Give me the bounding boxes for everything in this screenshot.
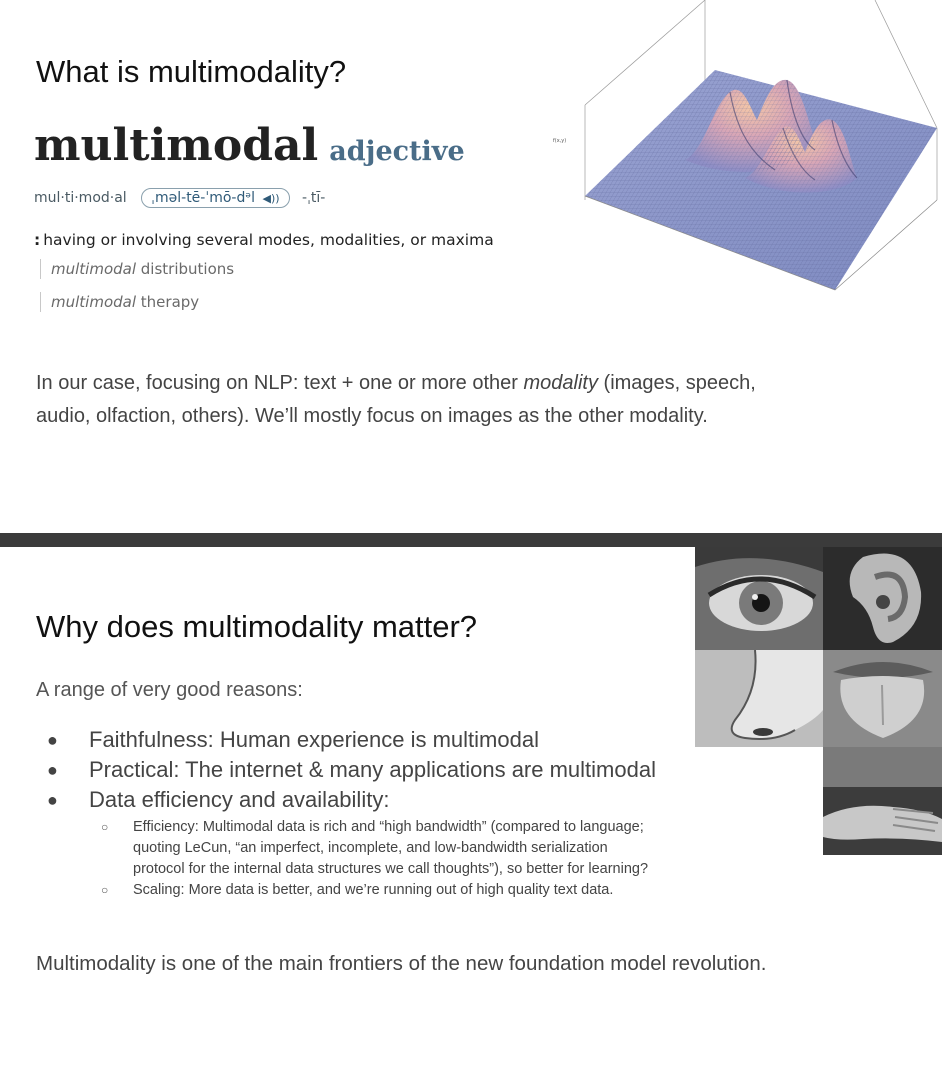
syllables: mul·ti·mod·al xyxy=(34,190,127,206)
paragraph-text: In our case, focusing on NLP: text + one or more other xyxy=(36,372,524,394)
sub-list xyxy=(89,817,656,901)
slide-why-multimodality-matters xyxy=(0,547,942,1077)
example-rest: distributions xyxy=(136,260,235,278)
slide-divider xyxy=(0,533,942,547)
list-item xyxy=(40,785,656,901)
example-term: multimodal xyxy=(51,293,137,311)
example-1 xyxy=(40,259,234,279)
example-term: multimodal xyxy=(51,260,137,278)
axis-label: f(x,y) xyxy=(553,138,567,144)
multimodal-surface-plot xyxy=(545,0,942,300)
speaker-icon: ◀)) xyxy=(262,192,280,205)
bullet: ● xyxy=(47,790,58,810)
sub-bullet-text: quoting LeCun, “an imperfect, incomplete, and low-bandwidth serialization xyxy=(133,840,608,856)
hand-image xyxy=(823,747,942,855)
list-item xyxy=(40,725,656,755)
dictionary-headword xyxy=(34,120,465,171)
intro-text: A range of very good reasons: xyxy=(36,679,303,701)
paragraph-text: audio, olfaction, others). We’ll mostly focus on images as the other modality. xyxy=(36,405,708,427)
bullet: ● xyxy=(47,730,58,750)
list-item xyxy=(40,755,656,785)
senses-collage xyxy=(695,547,942,855)
example-rest: therapy xyxy=(136,293,200,311)
sub-bullet-text: Scaling: More data is better, and we’re running out of high quality text data. xyxy=(133,882,614,898)
definition xyxy=(34,231,494,249)
headword: multimodal xyxy=(34,120,319,171)
pronunciation-line xyxy=(34,188,325,208)
bullet-text: Faithfulness: Human experience is multimodal xyxy=(89,727,539,752)
slide-what-is-multimodality xyxy=(0,0,942,533)
sub-bullet-text: protocol for the internal data structures we call thoughts”), so better for learning? xyxy=(133,861,649,877)
definition-text: having or involving several modes, modalities, or maxima xyxy=(43,231,494,249)
sub-list-item xyxy=(89,880,656,901)
part-of-speech: adjective xyxy=(329,136,465,167)
definition-colon: : xyxy=(34,231,41,249)
eye-image xyxy=(695,547,823,650)
bullet-text: Data efficiency and availability: xyxy=(89,787,390,812)
sub-bullet: ○ xyxy=(101,820,109,834)
reasons-list xyxy=(40,725,656,901)
tongue-image xyxy=(823,650,942,747)
slide1-paragraph xyxy=(36,367,756,433)
nose-image xyxy=(695,650,823,747)
bullet: ● xyxy=(47,760,58,780)
closing-statement: Multimodality is one of the main frontiers of the new foundation model revolution. xyxy=(36,952,767,975)
sub-list-item xyxy=(89,817,656,880)
slide-title: What is multimodality? xyxy=(36,54,347,89)
paragraph-text: (images, speech, xyxy=(597,372,756,394)
pronunciation-button[interactable] xyxy=(141,188,289,208)
paragraph-emphasis: modality xyxy=(523,372,598,394)
sub-bullet: ○ xyxy=(101,883,109,897)
sub-bullet-text: Efficiency: Multimodal data is rich and “high bandwidth” (compared to language; xyxy=(133,819,644,835)
bullet-text: Practical: The internet & many applications are multimodal xyxy=(89,757,656,782)
example-2 xyxy=(40,292,199,312)
pronunciation-variant: -ˌtī- xyxy=(302,190,326,206)
pronunciation: ˌməl-tē-ˈmō-dᵊl xyxy=(151,190,256,206)
slide-title: Why does multimodality matter? xyxy=(36,609,478,644)
ear-image xyxy=(823,547,942,650)
